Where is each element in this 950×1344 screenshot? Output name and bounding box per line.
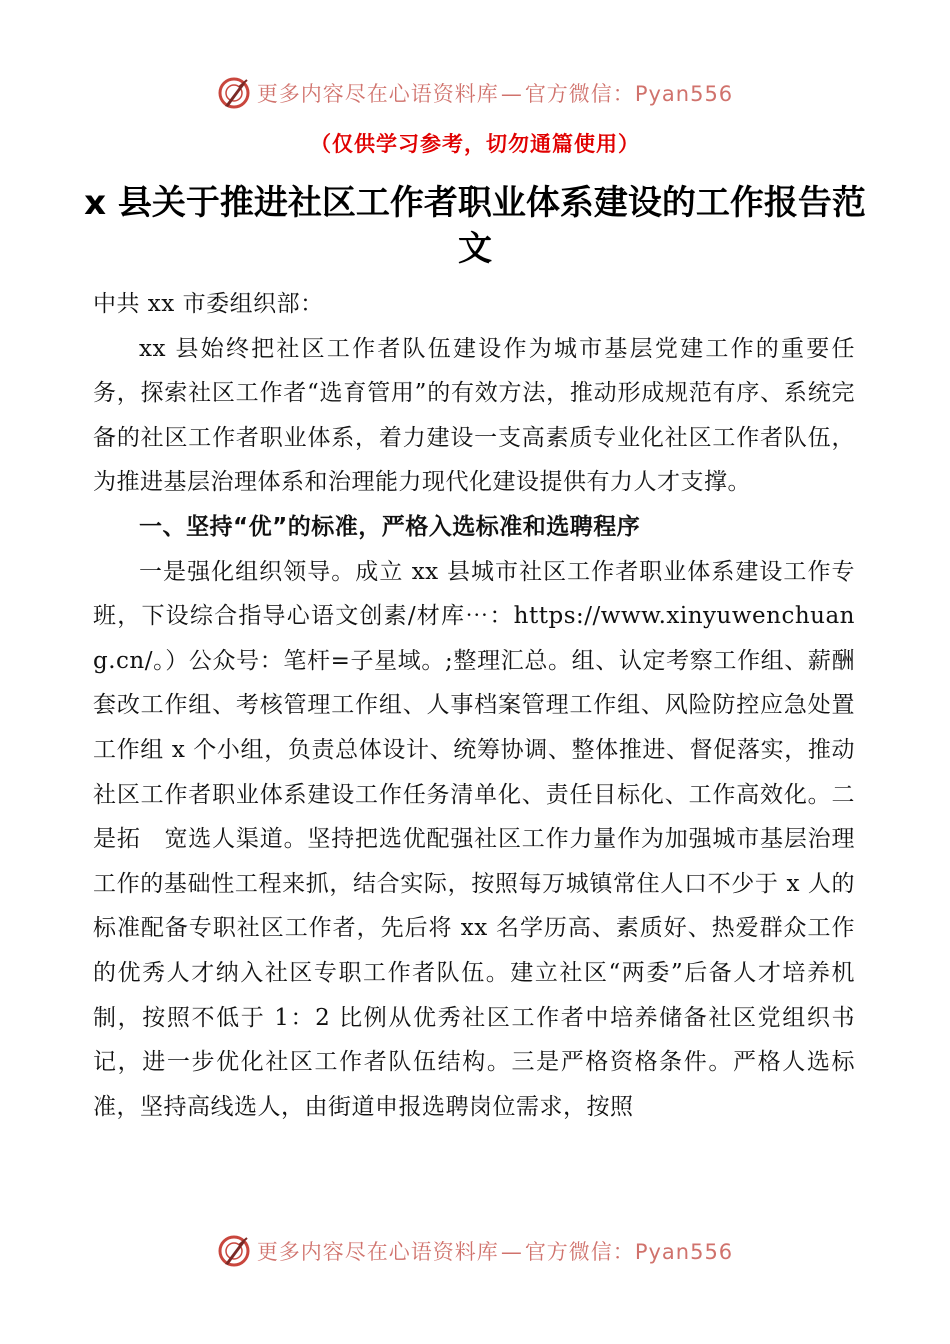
quill-seal-logo-icon: [217, 76, 251, 110]
document-title: x 县关于推进社区工作者职业体系建设的工作报告范文: [84, 183, 866, 269]
section-1-heading: 一、坚持“优”的标准，严格入选标准和选聘程序: [139, 513, 641, 540]
header-watermark-banner: [0, 68, 950, 118]
intro-paragraph: xx 县始终把社区工作者队伍建设作为城市基层党建工作的重要任务，探索社区工作者“选育管用”的有效方法，推动形成规范有序、系统完备的社区工作者职业体系，着力建设一支高素质专业化社区工作者队伍，为推进基层治理体系和治理能力现代化建设提供有力人才支撑。: [93, 335, 855, 496]
banner-slogan: 更多内容尽在心语资料库: [256, 82, 499, 106]
banner-wechat-label: 官方微信：: [524, 82, 635, 106]
banner-wechat-label: 官方微信：: [524, 1240, 635, 1264]
quill-seal-logo-icon: [217, 1234, 251, 1268]
banner-separator: —: [500, 1240, 523, 1264]
banner-text: [257, 1236, 733, 1266]
salutation: 中共 xx 市委组织部：: [93, 291, 324, 317]
banner-wechat-id: Pyan556: [634, 1240, 734, 1264]
banner-separator: —: [500, 82, 523, 106]
document-body: [93, 282, 855, 1129]
usage-notice: （仅供学习参考，切勿通篇使用）: [310, 132, 640, 156]
banner-text: [257, 78, 733, 108]
banner-slogan: 更多内容尽在心语资料库: [256, 1240, 499, 1264]
banner-wechat-id: Pyan556: [634, 82, 734, 106]
section-1-body: 一是强化组织领导。成立 xx 县城市社区工作者职业体系建设工作专班，下设综合指导心语文创素/材库⋯：https://www.xinyuwenchuang.cn/。）公众号：笔杆=子星域。;整理汇总。组、认定考察工作组、薪酬套改工作组、考核管理工作组、人事档案管理工作组、风险防控应急处置工作组 x 个小组，负责总体设计、统筹协调、整体推进、督促落实，推动社区工作者职业体系建设工作任务清单化、责任目标化、工作高效化。二是拓 宽选人渠道。坚持把选优配强社区工作力量作为加强城市基层治理工作的基础性工程来抓，结合实际，按照每万城镇常住人口不少于 x 人的标准配备专职社区工作者，先后将 xx 名学历高、素质好、热爱群众工作的优秀人才纳入社区专职工作者队伍。建立社区“两委”后备人才培养机制，按照不低于 1：2 比例从优秀社区工作者中培养储备社区党组织书记，进一步优化社区工作者队伍结构。三是严格资格条件。严格人选标准，坚持高线选人，由街道申报选聘岗位需求，按照: [93, 558, 855, 1120]
footer-watermark-banner: [0, 1226, 950, 1276]
